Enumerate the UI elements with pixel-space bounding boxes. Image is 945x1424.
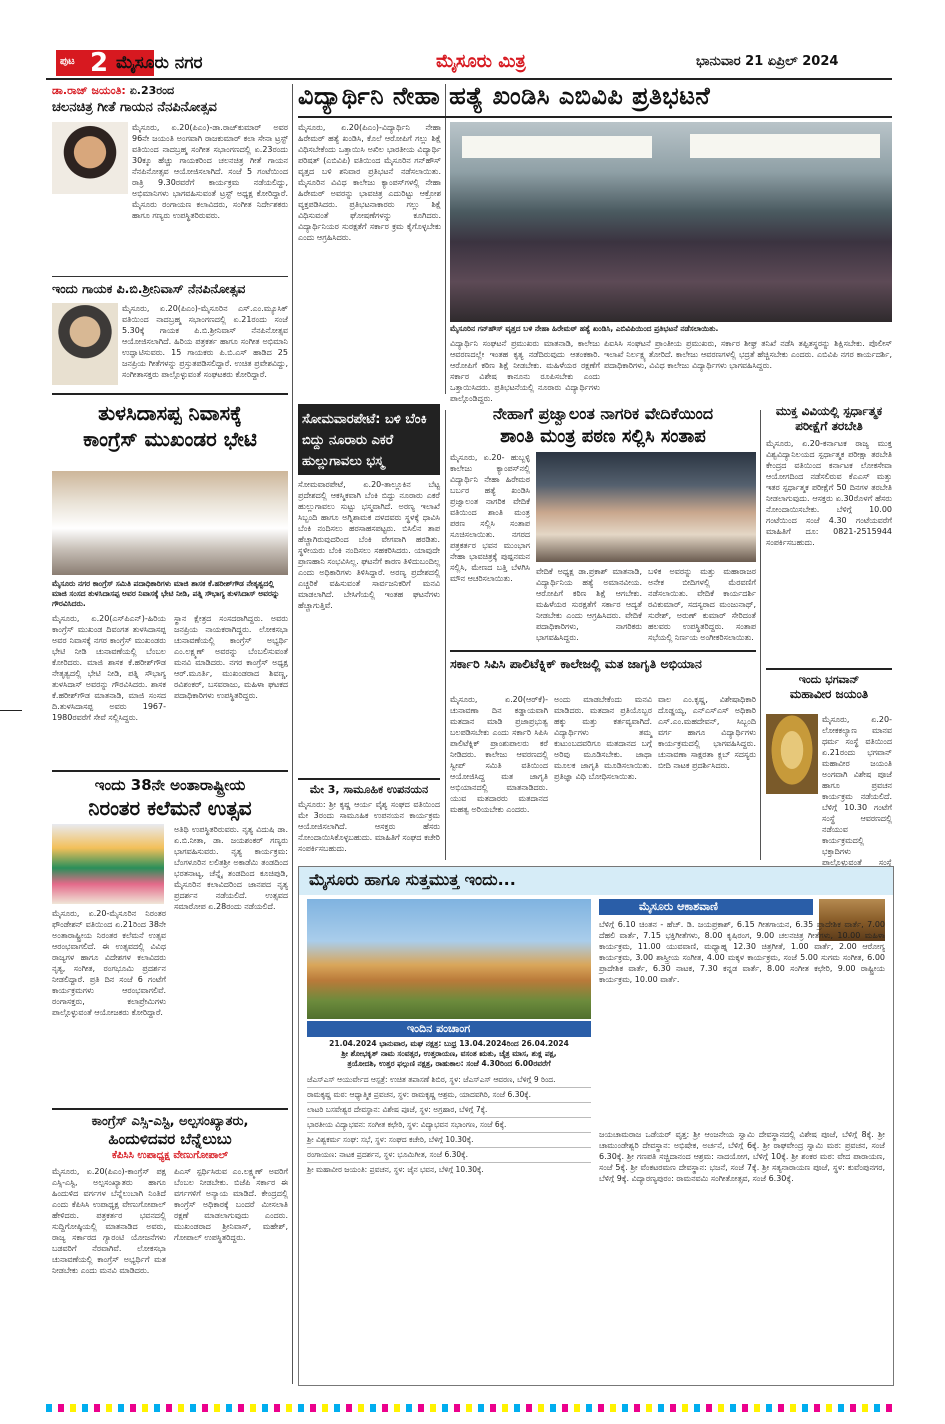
today-box — [298, 866, 894, 1386]
event-item: ಲಾಟರಿ ಬಸವೇಶ್ವರ ದೇವಸ್ಥಾನ: ವಿಶೇಷ ಪೂಜೆ, ಸ್ಥಳ: ಅಗ್ರಹಾರ, ಬೆಳಿಗ್ಗೆ 7ಕ್ಕೆ. — [307, 1103, 591, 1118]
tulsidas-photo — [52, 471, 288, 575]
event-item: ಶ್ರೀ ವಿಶ್ವಕರ್ಮ ಸಂಘ: ಸಭೆ, ಸ್ಥಳ: ಸಂಘದ ಕಚೇರಿ, ಬೆಳಿಗ್ಗೆ 10.30ಕ್ಕೆ. — [307, 1133, 591, 1148]
nagarika-col-a: ಮೈಸೂರು, ಏ.20- ಹುಬ್ಬಳ್ಳಿ ಕಾಲೇಜು ಕ್ಯಾಂಪಸ್‌ನಲ್ಲಿ ವಿದ್ಯಾರ್ಥಿನಿ ನೇಹಾ ಹಿರೇಮಠ ಬರ್ಬರ ಹತ್ಯೆ ಖಂಡಿಸಿ ಪ್ರಜ್ವಾಲಂತ ನಾಗರಿಕ ವೇದಿಕೆ ವತಿಯಿಂದ ಶಾಂತಿ ಮಂತ್ರ ಪಠಣ ಸಲ್ಲಿಸಿ ಸಂತಾಪ ಸೂಚಿಸಲಾಯಿತು. ನಗರದ ಪತ್ರಕರ್ತರ ಭವನ ಮುಂಭಾಗ ನೇಹಾ ಭಾವಚಿತ್ರಕ್ಕೆ ಪುಷ್ಪನಮನ ಸಲ್ಲಿಸಿ, ಮೇಣದ ಬತ್ತಿ ಬೆಳಗಿಸಿ ಮೌನ ಆಚರಿಸಲಾಯಿತು. — [450, 453, 530, 583]
nagarika-headline-2: ಶಾಂತಿ ಮಂತ್ರ ಪಠಣ ಸಲ್ಲಿಸಿ ಸಂತಾಪ — [500, 426, 706, 447]
rajkumar-body-cont — [52, 196, 288, 272]
rajkumar-story — [52, 84, 288, 274]
exam-headline-2: ಪರೀಕ್ಷೆಗೆ ತರಬೇತಿ — [795, 419, 863, 433]
dance-story — [52, 770, 288, 1108]
radio-schedule: ಬೆಳಿಗ್ಗೆ 6.10 ಚಿಂತನ - ಹೆಚ್. ಡಿ. ಜಯಪ್ರಕಾಶ್, 6.15 ಗೀತಗಾಯನ, 6.35 ಪ್ರಾದೇಶಿಕ ವಾರ್ತೆ, 7.00 ದೆಹಲಿ ವಾರ್ತೆ, 7.15 ಭಕ್ತಿಗೀತೆಗಳು, 8.00 ಕೃಷಿರಂಗ, 9.00 ಚಲನಚಿತ್ರ ಗೀತೆಗಳು, 10.00 ಮಹಿಳಾ ಕಾರ್ಯಕ್ರಮ, 11.00 ಯುವವಾಣಿ, ಮಧ್ಯಾಹ್ನ 12.30 ಚಿತ್ರಗೀತೆ, 1.00 ವಾರ್ತೆ, 2.00 ಆರೋಗ್ಯ ಕಾರ್ಯಕ್ರಮ, 3.00 ಶಾಸ್ತ್ರೀಯ ಸಂಗೀತ, 4.00 ಮಕ್ಕಳ ಕಾರ್ಯಕ್ರಮ, ಸಂಜೆ 5.00 ಸುಗಮ ಸಂಗೀತ, 6.00 ಪ್ರಾದೇಶಿಕ ವಾರ್ತೆ, 6.30 ನಾಟಕ, 7.30 ಕನ್ನಡ ವಾರ್ತೆ, 8.00 ಸಂಗೀತ ಕಛೇರಿ, 9.00 ರಾಷ್ಟ್ರೀಯ ಕಾರ್ಯಕ್ರಮ, 10.00 ವಾರ್ತೆ. — [599, 920, 885, 984]
may3-headline: ಮೇ 3, ಸಾಮೂಹಿಕ ಉಪನಯನ — [309, 783, 429, 796]
exam-story — [766, 404, 892, 666]
may3-story — [298, 778, 440, 864]
page-date: ಭಾನುವಾರ 21 ಏಪ್ರಿಲ್ 2024 — [696, 54, 839, 69]
lead-caption: ಮೈಸೂರಿನ ಗನ್‌ಹೌಸ್ ವೃತ್ತದ ಬಳಿ ನೇಹಾ ಹಿರೇಮಠ್ ಹತ್ಯೆ ಖಂಡಿಸಿ, ಎಬಿವಿಪಿಯಿಂದ ಪ್ರತಿಭಟನೆ ನಡೆಸಲಾಯಿತು. — [450, 324, 719, 333]
event-item: ರಂಗಾಯಣ: ನಾಟಕ ಪ್ರದರ್ಶನ, ಸ್ಥಳ: ಭೂಮಿಗೀತ, ಸಂಜೆ 6.30ಕ್ಕೆ. — [307, 1148, 591, 1163]
lead-rule — [298, 116, 892, 118]
polytechnic-col-b: ಅಂದು ಮಾಡಬೇಕೆಂದು ಮನವಿ ಮಾಡಿದರು. ಮತದಾನ ಪ್ರತಿಯೊಬ್ಬರ ಹಕ್ಕು ಮತ್ತು ಕರ್ತವ್ಯವಾಗಿದೆ. ವಿದ್ಯಾರ್ಥಿಗಳು ತಮ್ಮ ಕುಟುಂಬದವರಿಗೂ ಮತದಾನದ ಬಗ್ಗೆ ಅರಿವು ಮೂಡಿಸಬೇಕು. ಜಾಥಾ ಮೂಲಕ ಜಾಗೃತಿ ಮೂಡಿಸಲಾಯಿತು. ಪ್ರತಿಜ್ಞಾ ವಿಧಿ ಬೋಧಿಸಲಾಯಿತು. — [554, 695, 652, 781]
mahavir-photo — [766, 714, 818, 794]
lead-photo — [450, 122, 892, 322]
event-item: ಶ್ರೀ ಮಹಾವೀರ ಜಯಂತಿ: ಪ್ರವಚನ, ಸ್ಥಳ: ಜೈನ ಭವನ, ಬೆಳಿಗ್ಗೆ 10.30ಕ್ಕೆ. — [307, 1165, 484, 1174]
nagarika-story — [450, 404, 756, 644]
masthead: ಮೈಸೂರು ಮಿತ್ರ — [436, 51, 526, 72]
exam-body: ಮೈಸೂರು, ಏ.20-ಕರ್ನಾಟಕ ರಾಜ್ಯ ಮುಕ್ತ ವಿಶ್ವವಿದ್ಯಾನಿಲಯದ ಸ್ಪರ್ಧಾತ್ಮಕ ಪರೀಕ್ಷಾ ತರಬೇತಿ ಕೇಂದ್ರದ ವತಿಯಿಂದ ಕರ್ನಾಟಕ ಲೋಕಸೇವಾ ಆಯೋಗದಿಂದ ನಡೆಸಲಿರುವ ಕೆಎಎಸ್ ಮತ್ತು ಇತರ ಸ್ಪರ್ಧಾತ್ಮಕ ಪರೀಕ್ಷೆಗೆ 50 ದಿನಗಳ ತರಬೇತಿ ನೀಡಲಾಗುವುದು. ಆಸಕ್ತರು ಏ.30ರೊಳಗೆ ಹೆಸರು ನೋಂದಾಯಿಸಬೇಕು. ಬೆಳಿಗ್ಗೆ 10.00 ಗಂಟೆಯಿಂದ ಸಂಜೆ 4.30 ಗಂಟೆಯವರೆಗೆ ಮಾಹಿತಿಗೆ ದೂ: 0821-2515944 ಸಂಪರ್ಕಿಸಬಹುದು. — [766, 439, 892, 547]
tulsidas-col-a: ಮೈಸೂರು, ಏ.20(ಎಸ್‌ಪಿಎನ್)-ಹಿರಿಯ ಕಾಂಗ್ರೆಸ್ ಮುಖಂಡ ದಿವಂಗತ ತುಳಸಿದಾಸಪ್ಪ ಅವರ ನಿವಾಸಕ್ಕೆ ನಗರ ಕಾಂಗ್ರೆಸ್ ಮುಖಂಡರು ಭೇಟಿ ನೀಡಿ ಚುನಾವಣೆಯಲ್ಲಿ ಬೆಂಬಲ ಕೋರಿದರು. ಮಾಜಿ ಶಾಸಕ ಕೆ.ಹರೀಶ್‌ಗೌಡ ನೇತೃತ್ವದಲ್ಲಿ ಭೇಟಿ ನೀಡಿ, ಪತ್ನಿ ಸೌಭಾಗ್ಯ ತುಳಸಿದಾಸ್ ಅವರನ್ನು ಗೌರವಿಸಿದರು. ಶಾಸಕ ಕೆ.ಹರೀಶ್‌ಗೌಡ ಮಾತನಾಡಿ, ಮಾಜಿ ಸಂಸದ ದಿ.ತುಳಸಿದಾಸಪ್ಪ ಅವರು 1967-1980ರವರೆಗೆ ಸೇವೆ ಸಲ್ಲಿಸಿದ್ದರು. — [52, 614, 166, 722]
somavarapete-headline — [298, 404, 440, 475]
crop-mark — [0, 710, 22, 711]
rajkumar-body: ಮೈಸೂರು, ಏ.20(ಪಿಎಂ)-ಡಾ.ರಾಜ್‌ಕುಮಾರ್ ಅವರ 96ನೇ ಜಯಂತಿ ಅಂಗವಾಗಿ ರಾಜಕುಮಾರ್ ಕಲಾ ಸೇನಾ ಟ್ರಸ್ಟ್ ವತಿಯಿಂದ ನಾದಬ್ರಹ್ಮ ಸಂಗೀತ ಸಭಾಂಗಣದಲ್ಲಿ ಏ.23ರಂದು 30ಕ್ಕೂ ಹೆಚ್ಚು ಗಾಯಕರಿಂದ ಚಲನಚಿತ್ರ ಗೀತೆ ಗಾಯನ ನೆನಪಿನೋತ್ಸವ ಆಯೋಜಿಸಲಾಗಿದೆ. ಸಂಜೆ 5 ಗಂಟೆಯಿಂದ ರಾತ್ರಿ 9.30ರವರೆಗೆ ಕಾರ್ಯಕ್ರಮ ನಡೆಯಲಿದ್ದು, ಅಭಿಮಾನಿಗಳು ಭಾಗವಹಿಸುವಂತೆ ಟ್ರಸ್ಟ್ ಅಧ್ಯಕ್ಷ ಕೋರಿದ್ದಾರೆ. ಮೈಸೂರು ರಂಗಾಯಣ ಕಲಾವಿದರು, ಸಂಗೀತ ನಿರ್ದೇಶಕರು ಹಾಗೂ ಗಣ್ಯರು ಉಪಸ್ಥಿತರಿರುವರು. — [132, 123, 288, 220]
pbs-body: ಮೈಸೂರು, ಏ.20(ಪಿಎಂ)-ಮೈಸೂರಿನ ಎಸ್.ಎಂ.ಮ್ಯೂಸಿಕ್ ವತಿಯಿಂದ ನಾದಬ್ರಹ್ಮ ಸಭಾಂಗಣದಲ್ಲಿ ಏ.21ರಂದು ಸಂಜೆ 5.30ಕ್ಕೆ ಗಾಯಕ ಪಿ.ಬಿ.ಶ್ರೀನಿವಾಸ್ ನೆನಪಿನೋತ್ಸವ ಆಯೋಜಿಸಲಾಗಿದೆ. ಹಿರಿಯ ಪತ್ರಕರ್ತ ಹಾಗೂ ಸಂಗೀತ ಅಭಿಮಾನಿ ಉದ್ಘಾಟಿಸುವರು. 15 ಗಾಯಕರು ಪಿ.ಬಿ.ಎಸ್ ಹಾಡಿದ 25 ಜನಪ್ರಿಯ ಗೀತೆಗಳನ್ನು ಪ್ರಸ್ತುತಪಡಿಸಲಿದ್ದಾರೆ. ಉಚಿತ ಪ್ರವೇಶವಿದ್ದು, ಸಂಗೀತಾಸಕ್ತರು ಪಾಲ್ಗೊಳ್ಳುವಂತೆ ಸಂಘಟಕರು ಕೋರಿದ್ದಾರೆ. — [122, 304, 288, 379]
event-item: ಭಾರತೀಯ ವಿದ್ಯಾಭವನ: ಸಂಗೀತ ಕಛೇರಿ, ಸ್ಥಳ: ವಿದ್ಯಾಭವನ ಸಭಾಂಗಣ, ಸಂಜೆ 6ಕ್ಕೆ. — [307, 1118, 591, 1133]
somavarapete-body: ಸೋಮವಾರಪೇಟೆ, ಏ.20-ತಾಲ್ಲೂಕಿನ ಬೆಟ್ಟ ಪ್ರದೇಶದಲ್ಲಿ ಆಕಸ್ಮಿಕವಾಗಿ ಬೆಂಕಿ ಬಿದ್ದು ನೂರಾರು ಎಕರೆ ಹುಲ್ಲುಗಾವಲು ಸುಟ್ಟು ಭಸ್ಮವಾಗಿದೆ. ಅರಣ್ಯ ಇಲಾಖೆ ಸಿಬ್ಬಂದಿ ಹಾಗೂ ಅಗ್ನಿಶಾಮಕ ದಳದವರು ಸ್ಥಳಕ್ಕೆ ಧಾವಿಸಿ ಬೆಂಕಿ ನಂದಿಸಲು ಹರಸಾಹಸಪಟ್ಟರು. ಬಿಸಿಲಿನ ತಾಪ ಹೆಚ್ಚಾಗಿರುವುದರಿಂದ ಬೆಂಕಿ ವೇಗವಾಗಿ ಹರಡಿತು. ಸ್ಥಳೀಯರು ಬೆಂಕಿ ನಂದಿಸಲು ಸಹಕರಿಸಿದರು. ಯಾವುದೇ ಪ್ರಾಣಹಾನಿ ಸಂಭವಿಸಿಲ್ಲ. ಘಟನೆಗೆ ಕಾರಣ ತಿಳಿದುಬಂದಿಲ್ಲ ಎಂದು ಅಧಿಕಾರಿಗಳು ತಿಳಿಸಿದ್ದಾರೆ. ಅರಣ್ಯ ಪ್ರದೇಶದಲ್ಲಿ ಎಚ್ಚರಿಕೆ ವಹಿಸುವಂತೆ ಸಾರ್ವಜನಿಕರಿಗೆ ಮನವಿ ಮಾಡಲಾಗಿದೆ. ಬೇಸಿಗೆಯಲ್ಲಿ ಇಂತಹ ಘಟನೆಗಳು ಹೆಚ್ಚಾಗುತ್ತಿವೆ. — [298, 480, 440, 610]
color-registration-bar — [46, 1404, 892, 1412]
exam-headline-1: ಮುಕ್ತ ವಿವಿಯಲ್ಲಿ ಸ್ಪರ್ಧಾತ್ಮಕ — [775, 404, 883, 418]
today-banner — [299, 867, 893, 895]
radio-label: ಮೈಸೂರು ಆಕಾಶವಾಣಿ — [639, 900, 718, 913]
congress-col-a: ಮೈಸೂರು, ಏ.20(ಪಿಎಂ)-ಕಾಂಗ್ರೆಸ್ ಪಕ್ಷ ಎಸ್ಸಿ-ಎಸ್ಟಿ, ಅಲ್ಪಸಂಖ್ಯಾತರು ಹಾಗೂ ಹಿಂದುಳಿದ ವರ್ಗಗಳ ಬೆನ್ನೆಲುಬಾಗಿ ನಿಂತಿದೆ ಎಂದು ಕೆಪಿಸಿಸಿ ಉಪಾಧ್ಯಕ್ಷ ವೇಣುಗೋಪಾಲ್ ಹೇಳಿದರು. ಪತ್ರಕರ್ತರ ಭವನದಲ್ಲಿ ಸುದ್ದಿಗೋಷ್ಠಿಯಲ್ಲಿ ಮಾತನಾಡಿದ ಅವರು, ರಾಜ್ಯ ಸರ್ಕಾರದ ಗ್ಯಾರಂಟಿ ಯೋಜನೆಗಳು ಬಡವರಿಗೆ ನೆರವಾಗಿವೆ. ಲೋಕಸಭಾ ಚುನಾವಣೆಯಲ್ಲಿ ಕಾಂಗ್ರೆಸ್ ಅಭ್ಯರ್ಥಿಗೆ ಮತ ನೀಡಬೇಕು ಎಂದು ಮನವಿ ಮಾಡಿದರು. — [52, 1167, 166, 1275]
mahavir-story — [766, 668, 892, 867]
abvp-banner — [462, 136, 652, 158]
lead-col-1: ಮೈಸೂರು, ಏ.20(ಪಿಎಂ)-ವಿದ್ಯಾರ್ಥಿನಿ ನೇಹಾ ಹಿರೇಮಠ್ ಹತ್ಯೆ ಖಂಡಿಸಿ, ಕೊಲೆ ಆರೋಪಿಗೆ ಗಲ್ಲು ಶಿಕ್ಷೆ ವಿಧಿಸಬೇಕೆಂದು ಒತ್ತಾಯಿಸಿ ಅಖಿಲ ಭಾರತೀಯ ವಿದ್ಯಾರ್ಥಿ ಪರಿಷತ್ (ಎಬಿವಿಪಿ) ವತಿಯಿಂದ ಮೈಸೂರಿನ ಗನ್‌ಹೌಸ್ ವೃತ್ತದ ಬಳಿ ಶನಿವಾರ ಪ್ರತಿಭಟನೆ ನಡೆಸಲಾಯಿತು. ಮೈಸೂರಿನ ವಿವಿಧ ಕಾಲೇಜು ಕ್ಯಾಂಪಸ್‌ಗಳಲ್ಲಿ ನೇಹಾ ಹಿರೇಮಠ್ ಅವರನ್ನು ಭಾವಚಿತ್ರ ಎದುರಿಟ್ಟು ಆಕ್ರೋಶ ವ್ಯಕ್ತಪಡಿಸಿದರು. ಪ್ರತಿಭಟನಾಕಾರರು ಗಲ್ಲು ಶಿಕ್ಷೆ ವಿಧಿಸುವಂತೆ ಘೋಷಣೆಗಳನ್ನು ಕೂಗಿದರು. ವಿದ್ಯಾರ್ಥಿನಿಯರ ಸುರಕ್ಷತೆಗೆ ಸರ್ಕಾರ ಕ್ರಮ ಕೈಗೊಳ್ಳಬೇಕು ಎಂದು ಆಗ್ರಹಿಸಿದರು. — [298, 123, 441, 242]
column-divider — [292, 84, 293, 1384]
pbs-headline: ಇಂದು ಗಾಯಕ ಪಿ.ಬಿ.ಶ್ರೀನಿವಾಸ್ ನೆನಪಿನೋತ್ಸವ — [52, 281, 246, 296]
dance-headline-1: ಇಂದು 38ನೇ ಅಂತಾರಾಷ್ಟ್ರೀಯ — [94, 776, 246, 794]
abvp-banner — [690, 134, 880, 158]
polytechnic-headline: ಸರ್ಕಾರಿ ಸಿಪಿಸಿ ಪಾಲಿಟೆಕ್ನಿಕ್ ಕಾಲೇಜಲ್ಲಿ ಮತ ಜಾಗೃತಿ ಅಭಿಯಾನ — [450, 656, 702, 671]
event-item: ಜೆಎಸ್‌ಎಸ್ ಆಯುರ್ವೇದ ಆಸ್ಪತ್ರೆ: ಉಚಿತ ತಪಾಸಣೆ ಶಿಬಿರ, ಸ್ಥಳ: ಜೆಎಸ್‌ಎಸ್ ಆವರಣ, ಬೆಳಿಗ್ಗೆ 9 ರಿಂದ. — [307, 1073, 591, 1088]
panchanga-label: ಇಂದಿನ ಪಂಚಾಂಗ — [407, 1022, 471, 1035]
radio-bar — [599, 899, 813, 915]
congress-headline-2: ಹಿಂದುಳಿದವರ ಬೆನ್ನೆಲುಬು — [108, 1130, 232, 1148]
pbs-photo — [52, 303, 118, 385]
section-title: ಮೈಸೂರು ನಗರ — [116, 53, 203, 73]
page-header — [46, 48, 892, 80]
panchanga-line-3: ತ್ರಯೋದಶಿ, ಉತ್ತರ ಫಲ್ಗುಣಿ ನಕ್ಷತ್ರ, ರಾಹುಕಾಲ: ಸಂಜೆ 4.30ರಿಂದ 6.00ರವರೆಗೆ — [347, 1059, 551, 1068]
column-divider — [445, 84, 446, 394]
rajkumar-kicker — [52, 84, 288, 98]
tulsidas-story — [52, 393, 288, 770]
event-item: ರಾಮಕೃಷ್ಣ ಮಠ: ಆಧ್ಯಾತ್ಮಿಕ ಪ್ರವಚನ, ಸ್ಥಳ: ರಾಮಕೃಷ್ಣ ಆಶ್ರಮ, ಯಾದವಗಿರಿ, ಸಂಜೆ 6.30ಕ್ಕೆ. — [307, 1088, 591, 1103]
congress-story — [52, 1108, 288, 1386]
dance-col-a: ಮೈಸೂರು, ಏ.20-ಮೈಸೂರಿನ ನಿರಂತರ ಫೌಂಡೇಶನ್ ವತಿಯಿಂದ ಏ.21ರಿಂದ 38ನೇ ಅಂತಾರಾಷ್ಟ್ರೀಯ ನಿರಂತರ ಕಲೆಮನೆ ಉತ್ಸವ ಆರಂಭವಾಗಲಿದೆ. ಈ ಉತ್ಸವದಲ್ಲಿ ವಿವಿಧ ರಾಜ್ಯಗಳ ಹಾಗೂ ವಿದೇಶಗಳ ಕಲಾವಿದರು ನೃತ್ಯ, ಸಂಗೀತ, ರಂಗಭೂಮಿ ಪ್ರದರ್ಶನ ನೀಡಲಿದ್ದಾರೆ. ಪ್ರತಿ ದಿನ ಸಂಜೆ 6 ಗಂಟೆಗೆ ಕಾರ್ಯಕ್ರಮಗಳು ಆರಂಭವಾಗಲಿವೆ. ರಂಗಾಸಕ್ತರು, ಕಲಾಪ್ರೇಮಿಗಳು ಪಾಲ್ಗೊಳ್ಳುವಂತೆ ಆಯೋಜಕರು ಕೋರಿದ್ದಾರೆ. — [52, 909, 166, 1017]
rajkumar-headline: ಚಲನಚಿತ್ರ ಗೀತೆ ಗಾಯನ ನೆನಪಿನೋತ್ಸವ — [52, 100, 217, 115]
page-number: 2 — [90, 48, 109, 78]
kicker-label: ಡಾ.ರಾಜ್ ಜಯಂತಿ: — [52, 84, 126, 97]
column-divider — [445, 410, 446, 860]
dance-col-b: ಅತಿಥಿ ಉಪಸ್ಥಿತರಿರುವರು. ನೃತ್ಯ ವಿದುಷಿ ಡಾ. ಏ.ಬಿ.ನೀತಾ, ಡಾ. ಜಯಶಂಕರ್ ಗಣ್ಯರು ಭಾಗವಹಿಸುವರು. ನೃತ್ಯ ಕಾರ್ಯಕ್ರಮ: ಬೆಂಗಳೂರಿನ ಲಲಿತಶ್ರೀ ಅಕಾಡೆಮಿ ತಂಡದಿಂದ ಭರತನಾಟ್ಯ, ಚೆನ್ನೈ ತಂಡದಿಂದ ಕೂಚಿಪುಡಿ, ಮೈಸೂರಿನ ಕಲಾವಿದರಿಂದ ಜಾನಪದ ನೃತ್ಯ ಪ್ರದರ್ಶನ ನಡೆಯಲಿದೆ. ಉತ್ಸವದ ಸಮಾರೋಪ ಏ.28ರಂದು ನಡೆಯಲಿದೆ. — [174, 825, 288, 911]
panchanga-line-2: ಶ್ರೀ ಶೋಭಕೃತ್ ನಾಮ ಸಂವತ್ಸರ, ಉತ್ತರಾಯಣ, ವಸಂತ ಋತು, ಚೈತ್ರ ಮಾಸ, ಶುಕ್ಲ ಪಕ್ಷ, — [341, 1049, 557, 1058]
tulsidas-caption: ಮೈಸೂರು ನಗರ ಕಾಂಗ್ರೆಸ್ ಸಮಿತಿ ಪದಾಧಿಕಾರಿಗಳು ಮಾಜಿ ಶಾಸಕ ಕೆ.ಹರೀಶ್‌ಗೌಡ ನೇತೃತ್ವದಲ್ಲಿ ಮಾಜಿ ಸಂಸದ ತುಳಸಿದಾಸಪ್ಪ ಅವರ ನಿವಾಸಕ್ಕೆ ಭೇಟಿ ನೀಡಿ, ಪತ್ನಿ ಸೌಭಾಗ್ಯ ತುಳಸಿದಾಸ್ ಅವರನ್ನು ಗೌರವಿಸಿದರು. — [52, 579, 280, 608]
dance-headline-2: ನಿರಂತರ ಕಲೆಮನೆ ಉತ್ಸವ — [88, 796, 252, 820]
page-label: ಪುಟ — [60, 56, 75, 67]
somavarapete-headline-text: ಸೋಮವಾರಪೇಟೆ: ಬಳಿ ಬೆಂಕಿ ಬಿದ್ದು ನೂರಾರು ಎಕರೆ ಹುಲ್ಲುಗಾವಲು ಭಸ್ಮ — [302, 412, 427, 469]
mahavir-headline-2: ಮಹಾವೀರ ಜಯಂತಿ — [789, 687, 869, 701]
today-banner-text: ಮೈಸೂರು ಹಾಗೂ ಸುತ್ತಮುತ್ತ ಇಂದು... — [309, 870, 516, 889]
nagarika-headline-1: ನೇಹಾಗೆ ಪ್ರಜ್ವಾಲಂತ ನಾಗರಿಕ ವೇದಿಕೆಯಿಂದ — [492, 404, 714, 423]
tulsidas-col-b: ಸ್ಥಾನ ಕ್ಷೇತ್ರದ ಸಂಸದರಾಗಿದ್ದರು. ಅವರು ಜನಪ್ರಿಯ ನಾಯಕರಾಗಿದ್ದರು. ಲೋಕಸಭಾ ಚುನಾವಣೆಯಲ್ಲಿ ಕಾಂಗ್ರೆಸ್ ಅಭ್ಯರ್ಥಿ ಎಂ.ಲಕ್ಷ್ಮಣ್ ಅವರನ್ನು ಬೆಂಬಲಿಸುವಂತೆ ಮನವಿ ಮಾಡಿದರು. ನಗರ ಕಾಂಗ್ರೆಸ್ ಅಧ್ಯಕ್ಷ ಆರ್.ಮೂರ್ತಿ, ಮುಖಂಡರಾದ ಶಿವಣ್ಣ, ರವಿಶಂಕರ್, ಬಸವರಾಜು, ಮಹಿಳಾ ಘಟಕದ ಪದಾಧಿಕಾರಿಗಳು ಉಪಸ್ಥಿತರಿದ್ದರು. — [174, 614, 288, 700]
rajkumar-photo — [52, 122, 128, 194]
lead-col-3: ಪಿಐಸಿಸಿ ಸಂಘಟನೆ ಪ್ರಾಂತೀಯ ಪ್ರಮುಖರು, ಸರ್ಕಾರ ಶೀಘ್ರ ತನಿಖೆ ನಡೆಸಿ ತಪ್ಪಿತಸ್ಥರನ್ನು ಶಿಕ್ಷಿಸಬೇಕು. ಪೊಲೀಸ್ ಇಲಾಖೆ ನಿರ್ಲಕ್ಷ್ಯ ತೋರಿದೆ. ಕಾಲೇಜು ಆವರಣಗಳಲ್ಲಿ ಭದ್ರತೆ ಹೆಚ್ಚಿಸಬೇಕು ಎಂದರು. ಎಬಿವಿಪಿ ನಗರ ಕಾರ್ಯದರ್ಶಿ, ಪದಾಧಿಕಾರಿಗಳು, ವಿವಿಧ ಕಾಲೇಜು ವಿದ್ಯಾರ್ಥಿಗಳು ಭಾಗವಹಿಸಿದ್ದರು. — [604, 339, 892, 370]
nagarika-col-b: ವೇದಿಕೆ ಅಧ್ಯಕ್ಷ ಡಾ.ಪ್ರಕಾಶ್ ಮಾತನಾಡಿ, ವಿದ್ಯಾರ್ಥಿನಿಯ ಹತ್ಯೆ ಅಮಾನವೀಯ. ಆರೋಪಿಗೆ ಕಠಿಣ ಶಿಕ್ಷೆ ಆಗಬೇಕು. ಮಹಿಳೆಯರ ಸುರಕ್ಷತೆಗೆ ಸರ್ಕಾರ ಆದ್ಯತೆ ನೀಡಬೇಕು ಎಂದು ಆಗ್ರಹಿಸಿದರು. ವೇದಿಕೆ ಪದಾಧಿಕಾರಿಗಳು, ನಾಗರಿಕರು ಭಾಗವಹಿಸಿದ್ದರು. — [536, 567, 642, 642]
somavarapete-story — [298, 404, 440, 776]
polytechnic-col-c: ವಾಲ ಎಂ.ಕೃಷ್ಣ, ವಿಶೇಷಾಧಿಕಾರಿ ದೊಡ್ಡಯ್ಯ, ಎನ್‌ಎಸ್‌ಎಸ್ ಅಧಿಕಾರಿ ಎಸ್.ಎಂ.ಮಹದೇವನ್, ಸಿಬ್ಬಂದಿ ವರ್ಗ ಹಾಗೂ ವಿದ್ಯಾರ್ಥಿಗಳು ಕಾರ್ಯಕ್ರಮದಲ್ಲಿ ಭಾಗವಹಿಸಿದ್ದರು. ಚುನಾವಣಾ ಸಾಕ್ಷರತಾ ಕ್ಲಬ್ ಸದಸ್ಯರು ಬೀದಿ ನಾಟಕ ಪ್ರದರ್ಶಿಸಿದರು. — [658, 695, 756, 770]
panchanga-line-1: 21.04.2024 ಭಾನುವಾರ, ಮಘ ನಕ್ಷತ್ರ: ಬುಧ್ರ 13.04.2024ರಿಂದ 26.04.2024 — [329, 1039, 569, 1048]
congress-col-b: ಪಿಎಸ್ ಸ್ಪರ್ಧಿಸಿರುವ ಎಂ.ಲಕ್ಷ್ಮಣ್ ಅವರಿಗೆ ಬೆಂಬಲ ನೀಡಬೇಕು. ಬಿಜೆಪಿ ಸರ್ಕಾರ ಈ ವರ್ಗಗಳಿಗೆ ಅನ್ಯಾಯ ಮಾಡಿದೆ. ಕೇಂದ್ರದಲ್ಲಿ ಕಾಂಗ್ರೆಸ್ ಅಧಿಕಾರಕ್ಕೆ ಬಂದರೆ ಮೀಸಲಾತಿ ರಕ್ಷಣೆ ಮಾಡಲಾಗುವುದು ಎಂದರು. ಮುಖಂಡರಾದ ಶ್ರೀನಿವಾಸ್, ಮಹೇಶ್, ಗೋಪಾಲ್ ಉಪಸ್ಥಿತರಿದ್ದರು. — [174, 1167, 288, 1242]
pbs-story — [52, 276, 288, 391]
column-divider — [760, 410, 761, 860]
nagarika-col-c: ಬಳಿಕ ಅವರನ್ನು ಮತ್ತು ಮಹಾರಾಜರ ಅನೇಕ ಬೀದಿಗಳಲ್ಲಿ ಮೆರವಣಿಗೆ ನಡೆಸಲಾಯಿತು. ವೇದಿಕೆ ಕಾರ್ಯದರ್ಶಿ ರವಿಕುಮಾರ್, ಸದಸ್ಯರಾದ ಮಂಜುನಾಥ್, ಸುರೇಶ್, ಅರುಣ್ ಕುಮಾರ್ ಸೇರಿದಂತೆ ಹಲವರು ಉಪಸ್ಥಿತರಿದ್ದರು. ಸಂತಾಪ ಸಭೆಯಲ್ಲಿ ನಿರ್ಣಯ ಅಂಗೀಕರಿಸಲಾಯಿತು. — [648, 567, 756, 642]
tulsidas-headline-1: ತುಳಸಿದಾಸಪ್ಪ ನಿವಾಸಕ್ಕೆ — [98, 401, 242, 425]
may3-body: ಮೈಸೂರು: ಶ್ರೀ ಕೃಷ್ಣ ಆರ್ಯ ವೈಶ್ಯ ಸಂಘದ ವತಿಯಿಂದ ಮೇ 3ರಂದು ಸಾಮೂಹಿಕ ಉಪನಯನ ಕಾರ್ಯಕ್ರಮ ಆಯೋಜಿಸಲಾಗಿದೆ. ಆಸಕ್ತರು ಹೆಸರು ನೋಂದಾಯಿಸಿಕೊಳ್ಳಬಹುದು. ಮಾಹಿತಿಗೆ ಸಂಘದ ಕಚೇರಿ ಸಂಪರ್ಕಿಸಬಹುದು. — [298, 800, 440, 853]
events-list — [307, 1073, 591, 1381]
congress-kicker: ಕೆಪಿಸಿಸಿ ಉಪಾಧ್ಯಕ್ಷ ವೇಣುಗೋಪಾಲ್ — [111, 1150, 229, 1161]
polytechnic-col-a: ಮೈಸೂರು, ಏ.20(ಆರ್‌ಕೆ)-ಚುನಾವಣಾ ದಿನ ಕಡ್ಡಾಯವಾಗಿ ಮತದಾನ ಮಾಡಿ ಪ್ರಜಾಪ್ರಭುತ್ವ ಬಲಪಡಿಸಬೇಕು ಎಂದು ಸರ್ಕಾರಿ ಸಿಪಿಸಿ ಪಾಲಿಟೆಕ್ನಿಕ್ ಪ್ರಾಂಶುಪಾಲರು ಕರೆ ನೀಡಿದರು. ಕಾಲೇಜು ಆವರಣದಲ್ಲಿ ಸ್ವೀಪ್ ಸಮಿತಿ ವತಿಯಿಂದ ಆಯೋಜಿಸಿದ್ದ ಮತ ಜಾಗೃತಿ ಅಭಿಯಾನದಲ್ಲಿ ಮಾತನಾಡಿದರು. ಯುವ ಮತದಾರರು ಮತದಾನದ ಮಹತ್ವ ಅರಿಯಬೇಕು ಎಂದರು. — [450, 695, 548, 814]
right-events: ಜಯಚಾಮರಾಜ ಒಡೆಯರ್ ವೃತ್ತ: ಶ್ರೀ ಆಂಜನೇಯ ಸ್ವಾಮಿ ದೇವಸ್ಥಾನದಲ್ಲಿ ವಿಶೇಷ ಪೂಜೆ, ಬೆಳಿಗ್ಗೆ 8ಕ್ಕೆ. ಶ್ರೀ ಚಾಮುಂಡೇಶ್ವರಿ ದೇವಸ್ಥಾನ: ಅಭಿಷೇಕ, ಅರ್ಚನೆ, ಬೆಳಿಗ್ಗೆ 6ಕ್ಕೆ. ಶ್ರೀ ರಾಘವೇಂದ್ರ ಸ್ವಾಮಿ ಮಠ: ಪ್ರವಚನ, ಸಂಜೆ 6.30ಕ್ಕೆ. ಶ್ರೀ ಗಣಪತಿ ಸಚ್ಚಿದಾನಂದ ಆಶ್ರಮ: ನಾದಯೋಗ, ಬೆಳಿಗ್ಗೆ 10ಕ್ಕೆ. ಶ್ರೀ ಶಂಕರ ಮಠ: ವೇದ ಪಾರಾಯಣ, ಸಂಜೆ 5ಕ್ಕೆ. ಶ್ರೀ ವೆಂಕಟರಮಣ ದೇವಸ್ಥಾನ: ಭಜನೆ, ಸಂಜೆ 7ಕ್ಕೆ. ಶ್ರೀ ಸತ್ಯನಾರಾಯಣ ಪೂಜೆ, ಸ್ಥಳ: ಕುವೆಂಪುನಗರ, ಬೆಳಿಗ್ಗೆ 9ಕ್ಕೆ. ವಿದ್ಯಾರಣ್ಯಪುರಂ: ರಾಮನವಮಿ ಸಂಗೀತೋತ್ಸವ, ಸಂಜೆ 6.30ಕ್ಕೆ. — [599, 1130, 885, 1183]
congress-headline-1: ಕಾಂಗ್ರೆಸ್ ಎಸ್ಸಿ-ಎಸ್ಟಿ, ಅಲ್ಪಸಂಖ್ಯಾತರು, — [91, 1114, 249, 1129]
mahavir-headline-1: ಇಂದು ಭಗವಾನ್ — [798, 673, 860, 686]
dance-photo — [52, 824, 164, 904]
tulsidas-headline-2: ಕಾಂಗ್ರೆಸ್ ಮುಖಂಡರ ಭೇಟಿ — [83, 427, 257, 451]
mahavir-body: ಮೈಸೂರು, ಏ.20-ಲೋಕಕಲ್ಯಾಣ ಮಾನವ ಧರ್ಮ ಸಂಸ್ಥೆ ವತಿಯಿಂದ ಏ.21ರಂದು ಭಗವಾನ್ ಮಹಾವೀರ ಜಯಂತಿ ಅಂಗವಾಗಿ ವಿಶೇಷ ಪೂಜೆ ಹಾಗೂ ಪ್ರವಚನ ಕಾರ್ಯಕ್ರಮ ನಡೆಯಲಿದೆ. ಬೆಳಿಗ್ಗೆ 10.30 ಗಂಟೆಗೆ ಸಂಸ್ಥೆ ಆವರಣದಲ್ಲಿ ನಡೆಯುವ ಕಾರ್ಯಕ್ರಮದಲ್ಲಿ ಭಕ್ತಾದಿಗಳು ಪಾಲ್ಗೊಳ್ಳುವಂತೆ ಸಂಸ್ಥೆ — [822, 715, 892, 867]
polytechnic-story — [450, 650, 756, 864]
lead-col-2: ವಿದ್ಯಾರ್ಥಿನಿ ಸಂಘಟನೆ ಪ್ರಮುಖರು ಮಾತನಾಡಿ, ಕಾಲೇಜು ಆವರಣದಲ್ಲೇ ಇಂತಹ ಕೃತ್ಯ ನಡೆದಿರುವುದು ಆತಂಕಕಾರಿ. ಆರೋಪಿಗೆ ಕಠಿಣ ಶಿಕ್ಷೆ ನೀಡಬೇಕು. ಮಹಿಳೆಯರ ರಕ್ಷಣೆಗೆ ಸರ್ಕಾರ ವಿಶೇಷ ಕಾನೂನು ರೂಪಿಸಬೇಕು ಎಂದು ಒತ್ತಾಯಿಸಿದರು. ಪ್ರತಿಭಟನೆಯಲ್ಲಿ ನೂರಾರು ವಿದ್ಯಾರ್ಥಿಗಳು ಪಾಲ್ಗೊಂಡಿದ್ದರು. — [450, 339, 600, 403]
palace-photo — [307, 899, 591, 1019]
lead-headline: ವಿದ್ಯಾರ್ಥಿನಿ ನೇಹಾ ಹತ್ಯೆ ಖಂಡಿಸಿ ಎಬಿವಿಪಿ ಪ್ರತಿಭಟನೆ — [298, 82, 711, 110]
panchanga-bar — [307, 1021, 591, 1037]
kicker-date: ಏ.23ರಂದ — [129, 84, 175, 97]
nagarika-photo — [536, 452, 756, 562]
